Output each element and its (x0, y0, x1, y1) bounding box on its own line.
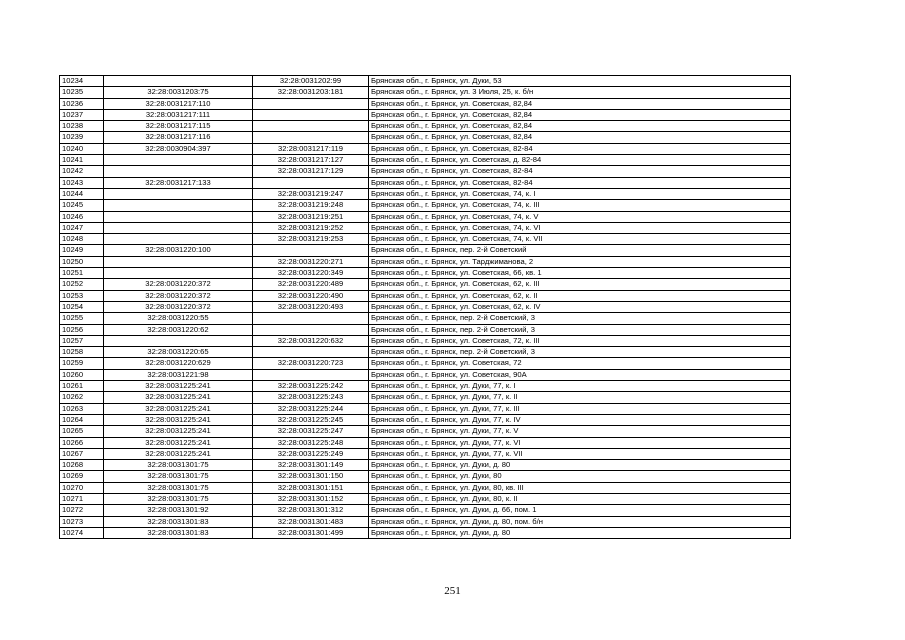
row-number-cell: 10273 (60, 516, 104, 527)
table-row (60, 166, 791, 177)
row-number-cell: 10257 (60, 335, 104, 346)
table-row (60, 177, 791, 188)
object-cadastral-number-cell: 32:28:0031220:490 (253, 290, 369, 301)
land-cadastral-number-cell (104, 335, 253, 346)
table-row (60, 188, 791, 199)
address-cell: Брянская обл., г. Брянск, ул. Советская, 72, к. III (369, 335, 791, 346)
object-cadastral-number-cell: 32:28:0031301:499 (253, 527, 369, 538)
table-row (60, 279, 791, 290)
address-cell: Брянская обл., г. Брянск, ул. Советская, 74, к. I (369, 188, 791, 199)
row-number-cell: 10267 (60, 448, 104, 459)
table-row (60, 437, 791, 448)
table-row (60, 516, 791, 527)
land-cadastral-number-cell (104, 222, 253, 233)
row-number-cell: 10235 (60, 87, 104, 98)
address-cell: Брянская обл., г. Брянск, ул. Советская, д. 82-84 (369, 155, 791, 166)
address-cell: Брянская обл., г. Брянск, пер. 2-й Советский, 3 (369, 313, 791, 324)
table-row (60, 121, 791, 132)
object-cadastral-number-cell: 32:28:0031225:244 (253, 403, 369, 414)
address-cell: Брянская обл., г. Брянск, ул. Советская, 74, к. III (369, 200, 791, 211)
address-cell: Брянская обл., г. Брянск, ул. Дуки, д. 80 (369, 460, 791, 471)
land-cadastral-number-cell (104, 200, 253, 211)
land-cadastral-number-cell: 32:28:0031220:62 (104, 324, 253, 335)
land-cadastral-number-cell: 32:28:0031225:241 (104, 403, 253, 414)
land-cadastral-number-cell: 32:28:0031225:241 (104, 426, 253, 437)
table-row (60, 414, 791, 425)
address-cell: Брянская обл., г. Брянск, ул. 3 Июля, 25, к. б/н (369, 87, 791, 98)
address-cell: Брянская обл., г. Брянск, ул. Дуки, 80, кв. III (369, 482, 791, 493)
land-cadastral-number-cell: 32:28:0031225:241 (104, 381, 253, 392)
row-number-cell: 10245 (60, 200, 104, 211)
object-cadastral-number-cell (253, 313, 369, 324)
land-cadastral-number-cell (104, 76, 253, 87)
object-cadastral-number-cell: 32:28:0031220:271 (253, 256, 369, 267)
land-cadastral-number-cell (104, 155, 253, 166)
object-cadastral-number-cell: 32:28:0031217:119 (253, 143, 369, 154)
object-cadastral-number-cell: 32:28:0031220:632 (253, 335, 369, 346)
address-cell: Брянская обл., г. Брянск, ул. Дуки, 53 (369, 76, 791, 87)
address-cell: Брянская обл., г. Брянск, ул. Советская, 74, к. V (369, 211, 791, 222)
table-row (60, 256, 791, 267)
row-number-cell: 10261 (60, 381, 104, 392)
row-number-cell: 10240 (60, 143, 104, 154)
address-cell: Брянская обл., г. Брянск, ул. Дуки, 77, к. II (369, 392, 791, 403)
land-cadastral-number-cell: 32:28:0031220:100 (104, 245, 253, 256)
table-row (60, 324, 791, 335)
object-cadastral-number-cell: 32:28:0031301:483 (253, 516, 369, 527)
table-row (60, 313, 791, 324)
land-cadastral-number-cell (104, 256, 253, 267)
table-row (60, 268, 791, 279)
table-row (60, 301, 791, 312)
object-cadastral-number-cell (253, 98, 369, 109)
row-number-cell: 10236 (60, 98, 104, 109)
land-cadastral-number-cell: 32:28:0031301:75 (104, 493, 253, 504)
land-cadastral-number-cell: 32:28:0031220:629 (104, 358, 253, 369)
object-cadastral-number-cell: 32:28:0031219:252 (253, 222, 369, 233)
table-row (60, 460, 791, 471)
table-row (60, 347, 791, 358)
table-row (60, 426, 791, 437)
address-cell: Брянская обл., г. Брянск, ул. Советская, 74, к. VII (369, 234, 791, 245)
land-cadastral-number-cell: 32:28:0031217:111 (104, 109, 253, 120)
object-cadastral-number-cell: 32:28:0031220:493 (253, 301, 369, 312)
row-number-cell: 10268 (60, 460, 104, 471)
object-cadastral-number-cell: 32:28:0031219:247 (253, 188, 369, 199)
object-cadastral-number-cell (253, 121, 369, 132)
address-cell: Брянская обл., г. Брянск, ул. Советская, 66, кв. 1 (369, 268, 791, 279)
address-cell: Брянская обл., г. Брянск, ул. Советская, 72 (369, 358, 791, 369)
row-number-cell: 10258 (60, 347, 104, 358)
row-number-cell: 10251 (60, 268, 104, 279)
object-cadastral-number-cell: 32:28:0031225:245 (253, 414, 369, 425)
object-cadastral-number-cell: 32:28:0031301:151 (253, 482, 369, 493)
object-cadastral-number-cell: 32:28:0031219:251 (253, 211, 369, 222)
address-cell: Брянская обл., г. Брянск, ул. Советская, 82,84 (369, 132, 791, 143)
table-row (60, 527, 791, 538)
land-cadastral-number-cell: 32:28:0031301:75 (104, 471, 253, 482)
object-cadastral-number-cell: 32:28:0031217:129 (253, 166, 369, 177)
page-number: 251 (444, 585, 461, 597)
object-cadastral-number-cell (253, 369, 369, 380)
row-number-cell: 10269 (60, 471, 104, 482)
row-number-cell: 10255 (60, 313, 104, 324)
table-row (60, 132, 791, 143)
land-cadastral-number-cell: 32:28:0031220:372 (104, 301, 253, 312)
row-number-cell: 10249 (60, 245, 104, 256)
table-row (60, 392, 791, 403)
address-cell: Брянская обл., г. Брянск, пер. 2-й Советский, 3 (369, 324, 791, 335)
table-row (60, 211, 791, 222)
row-number-cell: 10234 (60, 76, 104, 87)
address-cell: Брянская обл., г. Брянск, ул. Дуки, д. 66, пом. 1 (369, 505, 791, 516)
address-cell: Брянская обл., г. Брянск, ул. Дуки, 77, к. VI (369, 437, 791, 448)
row-number-cell: 10259 (60, 358, 104, 369)
address-cell: Брянская обл., г. Брянск, ул. Дуки, 77, к. VII (369, 448, 791, 459)
land-cadastral-number-cell: 32:28:0031217:110 (104, 98, 253, 109)
row-number-cell: 10250 (60, 256, 104, 267)
land-cadastral-number-cell: 32:28:0031203:75 (104, 87, 253, 98)
table-row (60, 335, 791, 346)
address-cell: Брянская обл., г. Брянск, ул. Дуки, 80, к. II (369, 493, 791, 504)
row-number-cell: 10265 (60, 426, 104, 437)
address-cell: Брянская обл., г. Брянск, ул. Тарджимановa, 2 (369, 256, 791, 267)
table-row (60, 369, 791, 380)
table-row (60, 109, 791, 120)
land-cadastral-number-cell (104, 211, 253, 222)
row-number-cell: 10238 (60, 121, 104, 132)
object-cadastral-number-cell: 32:28:0031220:489 (253, 279, 369, 290)
row-number-cell: 10239 (60, 132, 104, 143)
address-cell: Брянская обл., г. Брянск, ул. Дуки, 77, к. III (369, 403, 791, 414)
land-cadastral-number-cell: 32:28:0031220:65 (104, 347, 253, 358)
land-cadastral-number-cell: 32:28:0030904:397 (104, 143, 253, 154)
object-cadastral-number-cell: 32:28:0031301:149 (253, 460, 369, 471)
land-cadastral-number-cell: 32:28:0031217:116 (104, 132, 253, 143)
land-cadastral-number-cell: 32:28:0031225:241 (104, 414, 253, 425)
object-cadastral-number-cell: 32:28:0031220:723 (253, 358, 369, 369)
row-number-cell: 10241 (60, 155, 104, 166)
address-cell: Брянская обл., г. Брянск, ул. Дуки, 77, к. V (369, 426, 791, 437)
table-row (60, 245, 791, 256)
object-cadastral-number-cell: 32:28:0031301:312 (253, 505, 369, 516)
address-cell: Брянская обл., г. Брянск, ул. Дуки, 77, к. IV (369, 414, 791, 425)
address-cell: Брянская обл., г. Брянск, ул. Советская, 90А (369, 369, 791, 380)
table-row (60, 76, 791, 87)
address-cell: Брянская обл., г. Брянск, ул. Советская, 82-84 (369, 166, 791, 177)
object-cadastral-number-cell: 32:28:0031225:243 (253, 392, 369, 403)
address-cell: Брянская обл., г. Брянск, ул. Советская, 62, к. III (369, 279, 791, 290)
land-cadastral-number-cell: 32:28:0031301:75 (104, 460, 253, 471)
object-cadastral-number-cell: 32:28:0031301:152 (253, 493, 369, 504)
land-cadastral-number-cell (104, 234, 253, 245)
land-cadastral-number-cell: 32:28:0031220:372 (104, 279, 253, 290)
object-cadastral-number-cell: 32:28:0031225:242 (253, 381, 369, 392)
land-cadastral-number-cell: 32:28:0031217:133 (104, 177, 253, 188)
table-row (60, 403, 791, 414)
object-cadastral-number-cell: 32:28:0031225:247 (253, 426, 369, 437)
table-row (60, 155, 791, 166)
object-cadastral-number-cell (253, 347, 369, 358)
land-cadastral-number-cell: 32:28:0031301:92 (104, 505, 253, 516)
address-cell: Брянская обл., г. Брянск, ул. Советская, 82-84 (369, 143, 791, 154)
row-number-cell: 10247 (60, 222, 104, 233)
object-cadastral-number-cell: 32:28:0031219:253 (253, 234, 369, 245)
table-row (60, 200, 791, 211)
table-row (60, 87, 791, 98)
land-cadastral-number-cell: 32:28:0031225:241 (104, 392, 253, 403)
land-cadastral-number-cell: 32:28:0031220:372 (104, 290, 253, 301)
property-registry-table (59, 75, 791, 539)
object-cadastral-number-cell: 32:28:0031219:248 (253, 200, 369, 211)
row-number-cell: 10252 (60, 279, 104, 290)
object-cadastral-number-cell (253, 132, 369, 143)
row-number-cell: 10260 (60, 369, 104, 380)
row-number-cell: 10266 (60, 437, 104, 448)
table-row (60, 493, 791, 504)
object-cadastral-number-cell: 32:28:0031225:249 (253, 448, 369, 459)
address-cell: Брянская обл., г. Брянск, ул. Дуки, 80 (369, 471, 791, 482)
table-row (60, 98, 791, 109)
table-row (60, 505, 791, 516)
address-cell: Брянская обл., г. Брянск, пер. 2-й Советский, 3 (369, 347, 791, 358)
address-cell: Брянская обл., г. Брянск, ул. Советская, 82-84 (369, 177, 791, 188)
table-body (60, 76, 791, 539)
object-cadastral-number-cell (253, 245, 369, 256)
row-number-cell: 10237 (60, 109, 104, 120)
object-cadastral-number-cell (253, 324, 369, 335)
address-cell: Брянская обл., г. Брянск, ул. Дуки, д. 80, пом. б/н (369, 516, 791, 527)
object-cadastral-number-cell (253, 109, 369, 120)
land-cadastral-number-cell: 32:28:0031301:83 (104, 527, 253, 538)
row-number-cell: 10248 (60, 234, 104, 245)
row-number-cell: 10264 (60, 414, 104, 425)
land-cadastral-number-cell: 32:28:0031221:98 (104, 369, 253, 380)
table-row (60, 381, 791, 392)
table-row (60, 290, 791, 301)
row-number-cell: 10263 (60, 403, 104, 414)
row-number-cell: 10243 (60, 177, 104, 188)
table-row (60, 482, 791, 493)
address-cell: Брянская обл., г. Брянск, ул. Советская, 74, к. VI (369, 222, 791, 233)
row-number-cell: 10246 (60, 211, 104, 222)
row-number-cell: 10254 (60, 301, 104, 312)
address-cell: Брянская обл., г. Брянск, ул. Советская, 62, к. II (369, 290, 791, 301)
address-cell: Брянская обл., г. Брянск, ул. Советская, 82,84 (369, 109, 791, 120)
table-row (60, 448, 791, 459)
table-row (60, 358, 791, 369)
row-number-cell: 10270 (60, 482, 104, 493)
row-number-cell: 10256 (60, 324, 104, 335)
address-cell: Брянская обл., г. Брянск, ул. Дуки, 77, к. I (369, 381, 791, 392)
row-number-cell: 10244 (60, 188, 104, 199)
object-cadastral-number-cell: 32:28:0031220:349 (253, 268, 369, 279)
land-cadastral-number-cell: 32:28:0031301:75 (104, 482, 253, 493)
land-cadastral-number-cell: 32:28:0031301:83 (104, 516, 253, 527)
address-cell: Брянская обл., г. Брянск, ул. Советская, 62, к. IV (369, 301, 791, 312)
table-row (60, 222, 791, 233)
object-cadastral-number-cell: 32:28:0031301:150 (253, 471, 369, 482)
address-cell: Брянская обл., г. Брянск, пер. 2-й Советский (369, 245, 791, 256)
address-cell: Брянская обл., г. Брянск, ул. Советская, 82,84 (369, 121, 791, 132)
row-number-cell: 10274 (60, 527, 104, 538)
row-number-cell: 10242 (60, 166, 104, 177)
land-cadastral-number-cell (104, 166, 253, 177)
object-cadastral-number-cell: 32:28:0031203:181 (253, 87, 369, 98)
row-number-cell: 10253 (60, 290, 104, 301)
object-cadastral-number-cell: 32:28:0031225:248 (253, 437, 369, 448)
row-number-cell: 10271 (60, 493, 104, 504)
table-row (60, 471, 791, 482)
land-cadastral-number-cell (104, 188, 253, 199)
object-cadastral-number-cell: 32:28:0031202:99 (253, 76, 369, 87)
land-cadastral-number-cell: 32:28:0031220:55 (104, 313, 253, 324)
object-cadastral-number-cell (253, 177, 369, 188)
land-cadastral-number-cell: 32:28:0031225:241 (104, 448, 253, 459)
row-number-cell: 10262 (60, 392, 104, 403)
land-cadastral-number-cell: 32:28:0031225:241 (104, 437, 253, 448)
table-row (60, 143, 791, 154)
table-row (60, 234, 791, 245)
row-number-cell: 10272 (60, 505, 104, 516)
object-cadastral-number-cell: 32:28:0031217:127 (253, 155, 369, 166)
land-cadastral-number-cell: 32:28:0031217:115 (104, 121, 253, 132)
land-cadastral-number-cell (104, 268, 253, 279)
address-cell: Брянская обл., г. Брянск, ул. Дуки, д. 80 (369, 527, 791, 538)
address-cell: Брянская обл., г. Брянск, ул. Советская, 82,84 (369, 98, 791, 109)
